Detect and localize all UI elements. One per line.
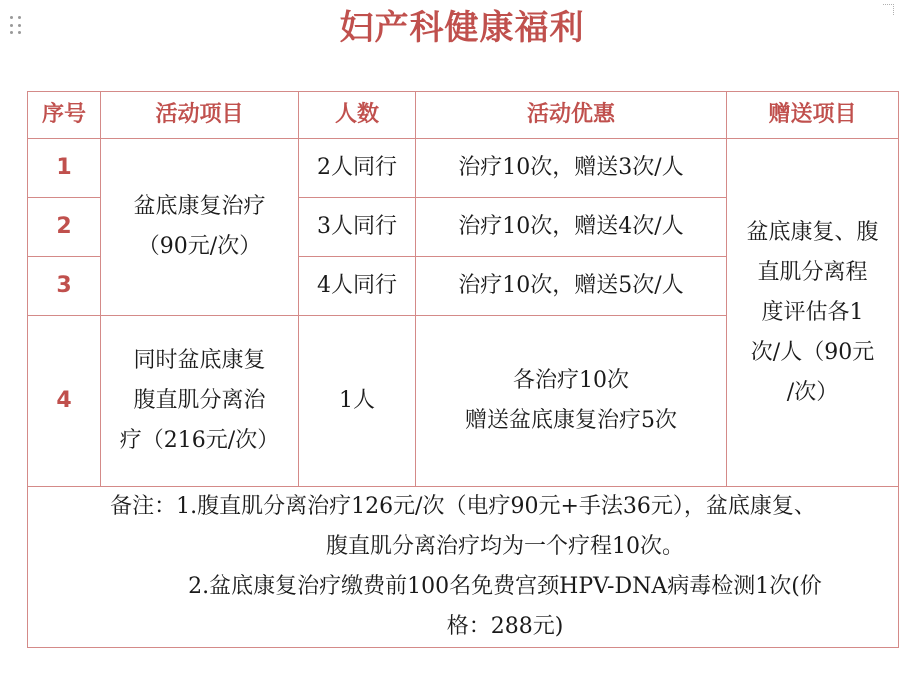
note-line-3: 2.盆底康复治疗缴费前100名免费宫颈HPV-DNA病毒检测1次(价	[188, 574, 822, 599]
project-line: 同时盆底康复	[133, 348, 266, 373]
row-index: 4	[28, 316, 101, 487]
people-cell: 1人	[299, 316, 416, 487]
gift-line: 盆底康复、腹	[746, 219, 879, 245]
offer-line: 各治疗10次	[513, 368, 629, 393]
gift-line: 度评估各1	[761, 299, 864, 325]
offer-cell-combined	[416, 316, 727, 487]
gift-cell	[727, 139, 899, 487]
notes-row	[28, 487, 899, 648]
people-cell: 3人同行	[299, 198, 416, 257]
table-header-row	[28, 92, 899, 139]
notes-cell	[28, 487, 899, 648]
project-cell-combined	[101, 316, 299, 487]
table-row	[28, 139, 899, 198]
offer-cell: 治疗10次，赠送5次/人	[416, 257, 727, 316]
gift-line: 次/人（90元	[750, 339, 875, 365]
note-line-1: 备注：1.腹直肌分离治疗126元/次（电疗90元+手法36元），盆底康复、	[110, 494, 816, 519]
offer-cell: 治疗10次，赠送4次/人	[416, 198, 727, 257]
gift-line: 直肌分离程	[757, 259, 868, 285]
people-cell: 4人同行	[299, 257, 416, 316]
row-index: 1	[28, 139, 101, 198]
gift-line: /次）	[786, 379, 839, 405]
project-price: （90元/次）	[137, 234, 262, 259]
row-index: 2	[28, 198, 101, 257]
project-line: 腹直肌分离治	[133, 388, 266, 413]
welfare-table	[27, 91, 899, 648]
document-title: 妇产科健康福利	[339, 8, 585, 48]
offer-cell: 治疗10次，赠送3次/人	[416, 139, 727, 198]
note-line-4: 格：288元)	[446, 614, 564, 639]
header-offer: 活动优惠	[416, 92, 727, 139]
header-index: 序号	[28, 92, 101, 139]
header-gift: 赠送项目	[727, 92, 899, 139]
offer-line: 赠送盆底康复治疗5次	[465, 408, 677, 433]
row-index: 3	[28, 257, 101, 316]
project-name: 盆底康复治疗	[133, 194, 266, 219]
people-cell: 2人同行	[299, 139, 416, 198]
header-project: 活动项目	[101, 92, 299, 139]
header-people: 人数	[299, 92, 416, 139]
project-line: 疗（216元/次）	[119, 428, 280, 453]
note-line-2: 腹直肌分离治疗均为一个疗程10次。	[326, 534, 684, 559]
project-cell-pelvic	[101, 139, 299, 316]
